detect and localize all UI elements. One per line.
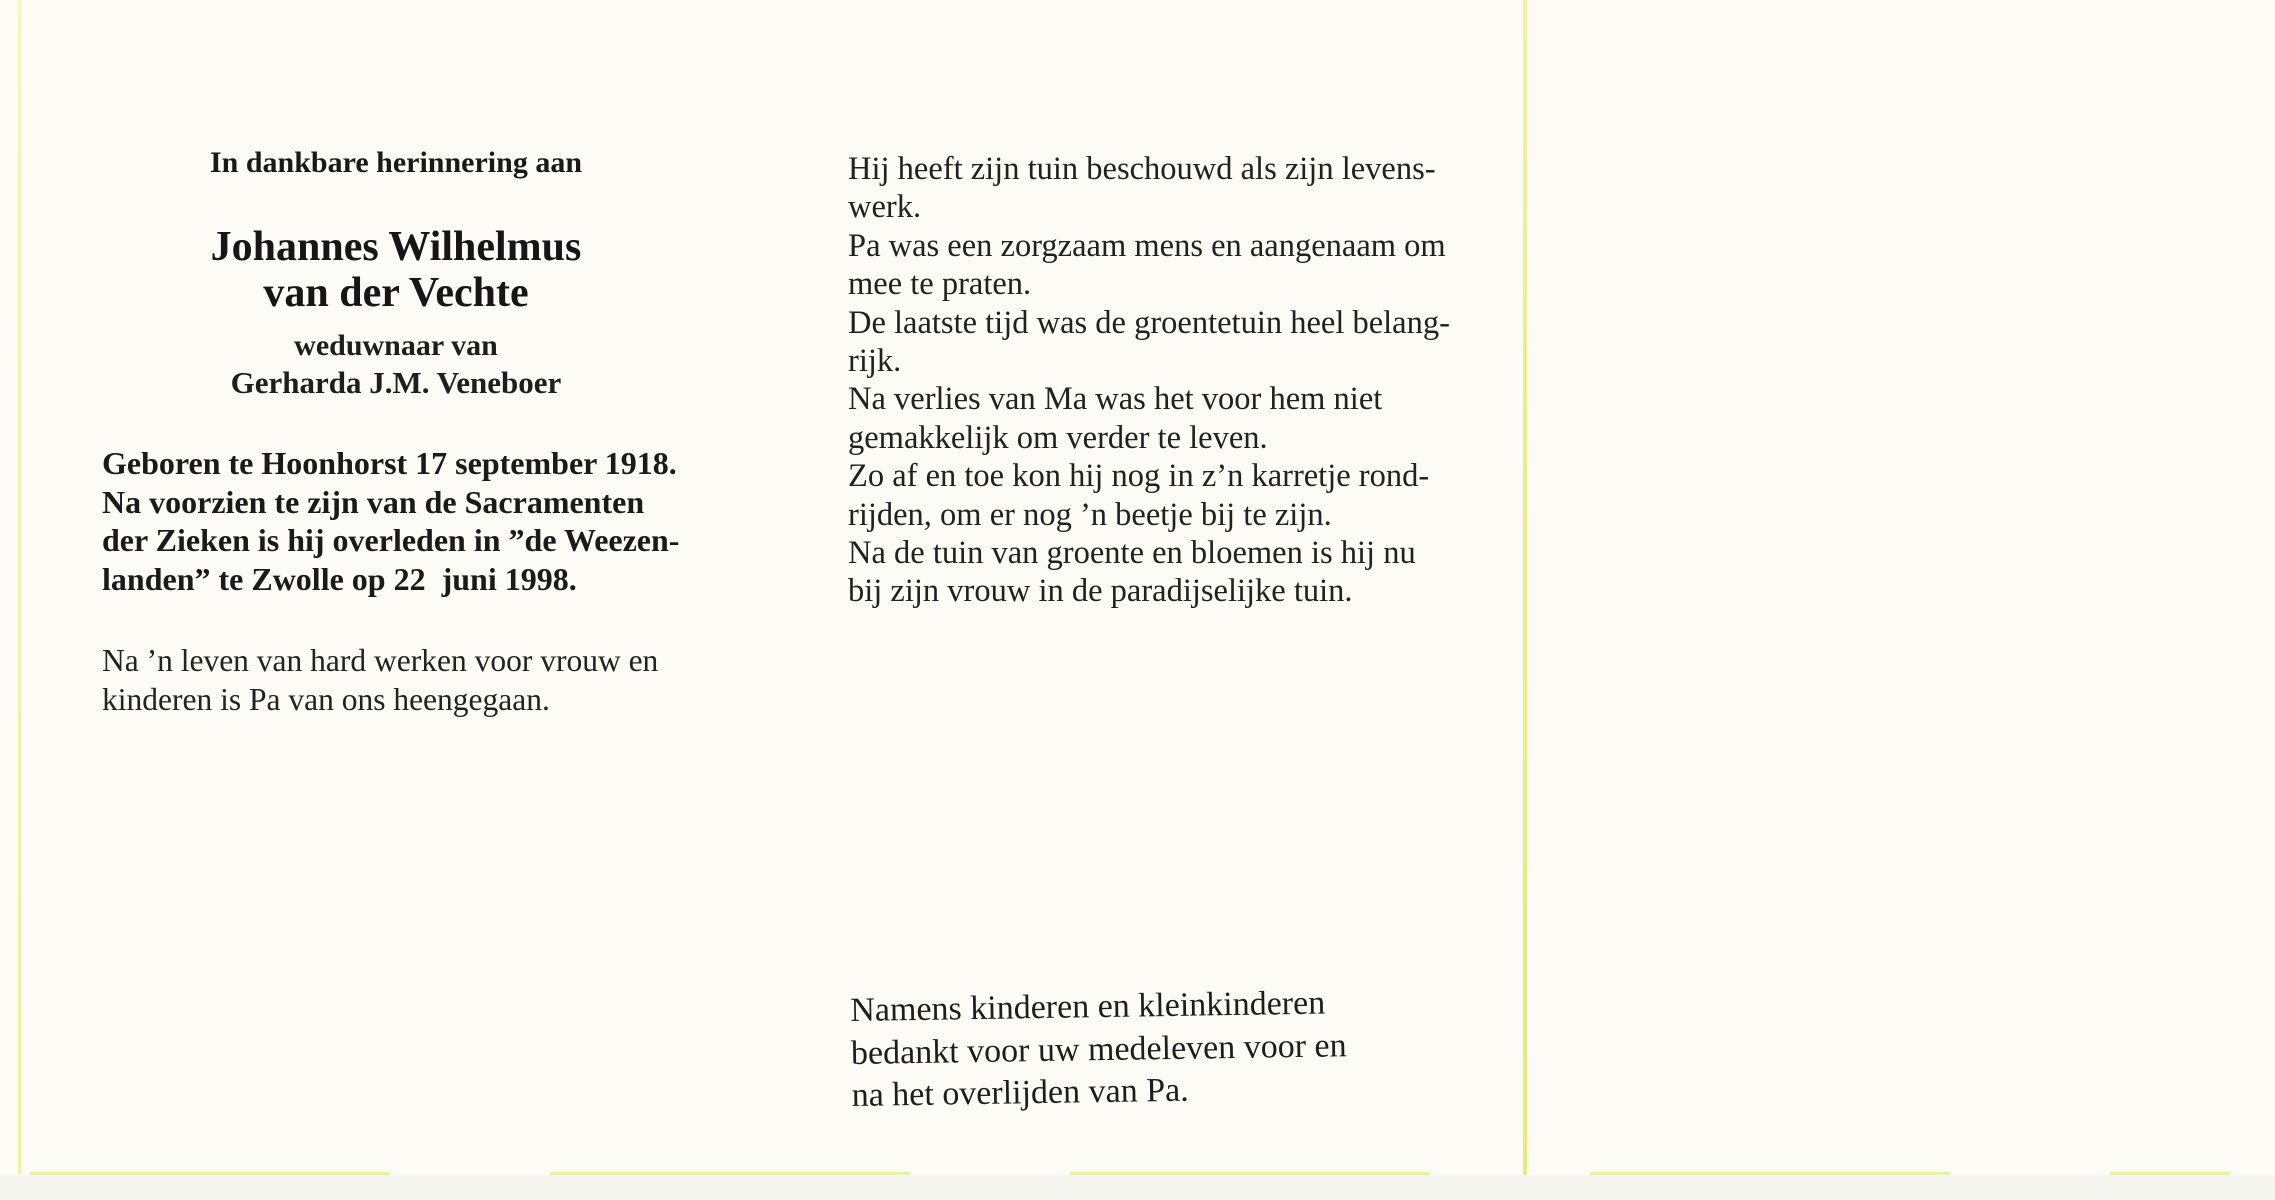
text-line: werk.	[848, 189, 922, 226]
text-line: Na ’n leven van hard werken voor vrouw en	[102, 643, 659, 678]
text-line: De laatste tijd was de groentetuin heel belang-	[848, 304, 1450, 341]
text-line: Na verlies van Ma was het voor hem niet	[848, 381, 1383, 418]
text-line: gemakkelijk om verder te leven.	[848, 419, 1268, 456]
text-line: landen” te Zwolle op 22 juni 1998.	[102, 560, 577, 597]
text-line: Johannes Wilhelmus	[210, 224, 582, 270]
text-line: rijden, om er nog ’n beetje bij te zijn.	[848, 496, 1332, 533]
farewell-paragraph	[102, 642, 694, 719]
text-line: Na voorzien te zijn van de Sacramenten	[102, 483, 645, 520]
text-line: Namens kinderen en kleinkinderen	[850, 984, 1326, 1029]
text-line: Pa was een zorgzaam mens en aangenaam om	[848, 227, 1446, 264]
right-panel	[1524, 0, 2275, 1200]
text-line: bedankt voor uw medeleven voor en	[850, 1026, 1347, 1072]
text-line: bij zijn vrouw in de paradijselijke tuin.	[848, 573, 1353, 610]
deceased-name	[100, 224, 692, 316]
middle-panel	[848, 0, 1468, 1200]
spouse-name: Gerharda J.M. Veneboer	[230, 365, 562, 400]
text-line: kinderen is Pa van ons heengegaan.	[102, 681, 550, 717]
text-line: Hij heeft zijn tuin beschouwd als zijn levens-	[848, 151, 1436, 187]
memorial-paragraph	[848, 150, 1468, 611]
thanks-paragraph	[850, 980, 1472, 1117]
relation-text: weduwnaar van	[294, 329, 498, 362]
fold-line-left	[18, 0, 21, 1174]
text-line: mee te praten.	[848, 266, 1032, 303]
text-line: Zo af en toe kon hij nog in z’n karretje rond-	[848, 458, 1430, 495]
left-panel	[100, 0, 692, 1200]
text-line: Na de tuin van groente en bloemen is hij nu	[848, 535, 1416, 572]
text-line: rijk.	[848, 343, 902, 380]
text-line: der Zieken is hij overleden in ”de Weezen-	[102, 522, 680, 558]
text-line: van der Vechte	[263, 270, 529, 316]
text-line: na het overlijden van Pa.	[851, 1071, 1189, 1114]
text-line: Geboren te Hoonhorst 17 september 1918.	[102, 445, 677, 481]
life-dates-paragraph	[102, 444, 694, 598]
intro-text: In dankbare herinnering aan	[209, 146, 583, 179]
